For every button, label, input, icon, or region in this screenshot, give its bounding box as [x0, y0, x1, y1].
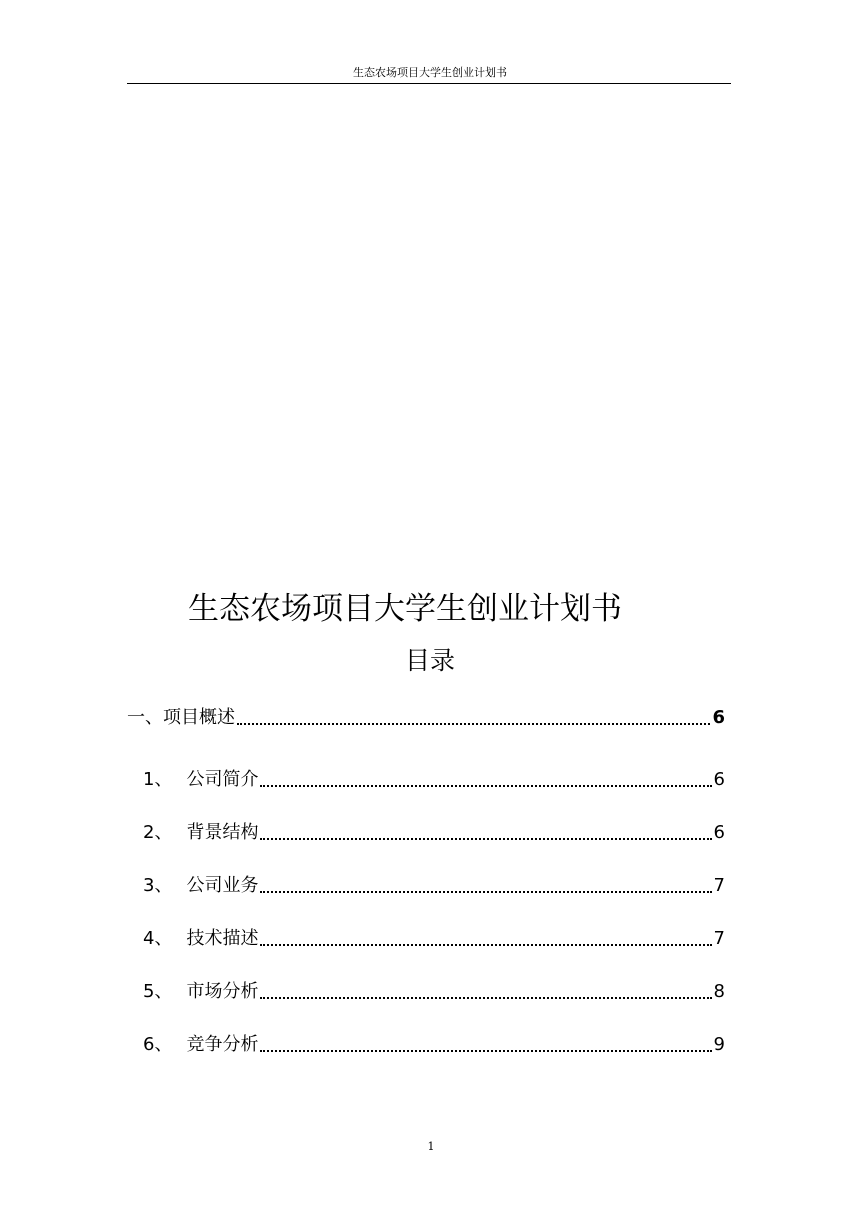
toc-entry-page: 8 [713, 981, 725, 1002]
toc-entry-number: 3、 [143, 875, 173, 896]
toc-entry-number: 6、 [143, 1034, 173, 1055]
toc-heading: 目录 [404, 646, 455, 675]
toc-dot-leader [237, 723, 710, 725]
toc-entry-label: 市场分析 [186, 981, 259, 1002]
toc-entry-page: 7 [713, 928, 725, 949]
toc-entry-number: 4、 [143, 928, 173, 949]
toc-entry-label: 技术描述 [186, 928, 259, 949]
toc-section-page: 6 [712, 707, 725, 728]
toc-entry-label: 公司业务 [186, 875, 259, 896]
toc-entry[interactable] [143, 768, 725, 792]
running-header: 生态农场项目大学生创业计划书 [353, 66, 507, 79]
toc-dot-leader [260, 785, 711, 787]
toc-section-number: 一、 [127, 707, 163, 728]
toc-dot-leader [260, 891, 711, 893]
toc-entry-label: 竞争分析 [186, 1034, 259, 1055]
toc-entry[interactable] [143, 874, 725, 898]
toc-dot-leader [260, 1050, 711, 1052]
toc-entry-number: 5、 [143, 981, 173, 1002]
toc-section-entry[interactable] [127, 706, 725, 730]
page-number: 1 [427, 1140, 435, 1153]
toc-dot-leader [260, 944, 711, 946]
document-title: 生态农场项目大学生创业计划书 [188, 591, 622, 627]
toc-entry-page: 7 [713, 875, 725, 896]
toc-entry-page: 6 [713, 822, 725, 843]
toc-entry[interactable] [143, 980, 725, 1004]
toc-entry[interactable] [143, 1033, 725, 1057]
toc-entry[interactable] [143, 821, 725, 845]
toc-entry-number: 2、 [143, 822, 173, 843]
header-divider [127, 83, 731, 84]
toc-dot-leader [260, 997, 711, 999]
toc-dot-leader [260, 838, 711, 840]
toc-section-label: 项目概述 [163, 707, 235, 728]
toc-entry-label: 背景结构 [186, 822, 259, 843]
toc-entry-page: 6 [713, 769, 725, 790]
toc-entry-page: 9 [713, 1034, 725, 1055]
toc-entry-label: 公司简介 [186, 769, 259, 790]
toc-entry-number: 1、 [143, 769, 173, 790]
toc-entry[interactable] [143, 927, 725, 951]
